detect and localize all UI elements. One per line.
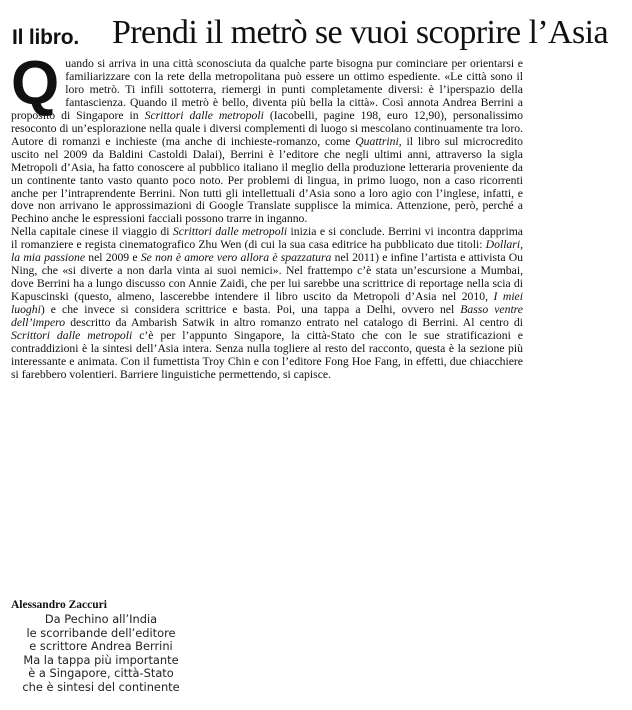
book-title: Scrittori dalle metropoli xyxy=(144,108,264,122)
book-title: Se non è amore vero allora è spazzatura xyxy=(140,251,332,265)
text-run: Nella capitale cinese il viaggio di xyxy=(11,225,173,239)
pull-quote-line: e scrittore Andrea Berrini xyxy=(29,639,173,654)
text-run: c’è per l’appunto Singapore, la città-Stato che con le sue stratificazioni e contraddizioni è la sintesi dell’Asia intera. Senza nulla togliere al resto del racconto, questa è la sezione più interessante e animata. Con il fumettista Troy Chin e con l’editore Fong Hoe Fang, in effetti, due chiacchiere si farebbero volentieri. Barriere linguistiche permettendo, si capisce. xyxy=(11,329,523,381)
section-kicker: Il libro. xyxy=(12,26,80,49)
text-run: nel 2011) e infine l’artista e attivista Ou Ning, che «si diverte a non darla vinta ai suoi nemici». Nel frattempo c’è stata un’escursione a Mumbai, dove Berrini ha a lungo discusso con Annie Zaidi, che per lui sarebbe una scrittrice di reportage nella scia di Kapuscinski (questo, almeno, lascerebbe intendere il libro uscito da Metropoli d’Asia nel 2010, xyxy=(11,251,524,304)
book-title: Quattrini xyxy=(355,134,399,148)
book-title: Scrittori dalle metropoli xyxy=(11,329,133,343)
book-title: Dollari, la mia passione xyxy=(11,238,523,265)
text-run: inizia e si conclude. Berrini vi incontra dapprima il romanziere e regista cinematografico Zhu Wen (di cui la sua casa editrice ha pubblicato due titoli: xyxy=(11,225,523,252)
text-run: , il libro sul microcredito uscito nel 2009 da Baldini Castoldi Dalai), Berrini è l’editore che negli ultimi anni, attraverso la sigla Metropoli d’Asia, ha fatto conoscere al pubblico italiano il meglio della produzione letteraria proveniente da un continente tanto vasto quanto poco noto. Per problemi di lingua, in primo luogo, non a caso ricorrenti anche per l’intraprendente Berrini. Non tutti gli intellettuali d’Asia sono a loro agio con l’inglese, infatti, e dove non arrivano le approssimazioni di Google Translate supplisce la mimica. Attenzione, però, perché a Pechino anche le espressioni facciali possono trarre in inganno. xyxy=(11,134,523,226)
pull-quote-line: Da Pechino all’India xyxy=(44,612,158,626)
article-body xyxy=(11,49,524,382)
pull-quote-line: Ma la tappa più importante xyxy=(23,652,179,667)
text-run: nel 2009 e xyxy=(85,251,141,265)
book-title: Basso ventre dell’impero xyxy=(11,303,523,330)
paragraph-2 xyxy=(11,226,523,381)
text-run: descritto da Ambarish Satwik in altro romanzo entrato nel catalogo di Berrini. Al centro di xyxy=(65,316,523,330)
paragraph-1 xyxy=(11,49,523,226)
pull-quote-line: che è sintesi del continente xyxy=(22,679,180,694)
text-run: uando si arriva in una città sconosciuta da qualche parte bisogna pur cominciare per orientarsi e familiarizzare con la rete della metropolitana può essere un ottimo espediente. «Le città sono il loro metrò. Ti infili sottoterra, riemergi in punti completamente diversi: è l’iperspazio della fantascienza. Quando il metrò è bello, diventa più bella la città». Così annota Andrea Berrini a proposito di Singapore in xyxy=(11,57,523,122)
book-title: I miei luoghi xyxy=(11,290,523,317)
book-title: Scrittori dalle metropoli xyxy=(172,225,288,239)
drop-cap: Q xyxy=(11,49,60,118)
headline xyxy=(12,14,624,58)
article-title: Prendi il metrò se vuoi scoprire l’Asia xyxy=(112,14,608,51)
pull-quote-line: le scorribande dell’editore xyxy=(26,625,176,640)
text-run: ) e che invece si considera scrittrice e basta. Poi, una tappa a Delhi, ovvero nel xyxy=(40,303,461,317)
text-run: (Iacobelli, pagine 198, euro 12,90), personalissimo resoconto di un’esplorazione nella quale i diversi complementi di luogo si mescolano continuamente tra loro. Autore di romanzi e inchieste (ma anche di inchieste-romanzo, come xyxy=(11,108,523,148)
pull-quote-line: è a Singapore, città-Stato xyxy=(28,666,174,681)
pull-quote xyxy=(11,613,191,695)
author-byline: Alessandro Zaccuri xyxy=(11,599,107,611)
